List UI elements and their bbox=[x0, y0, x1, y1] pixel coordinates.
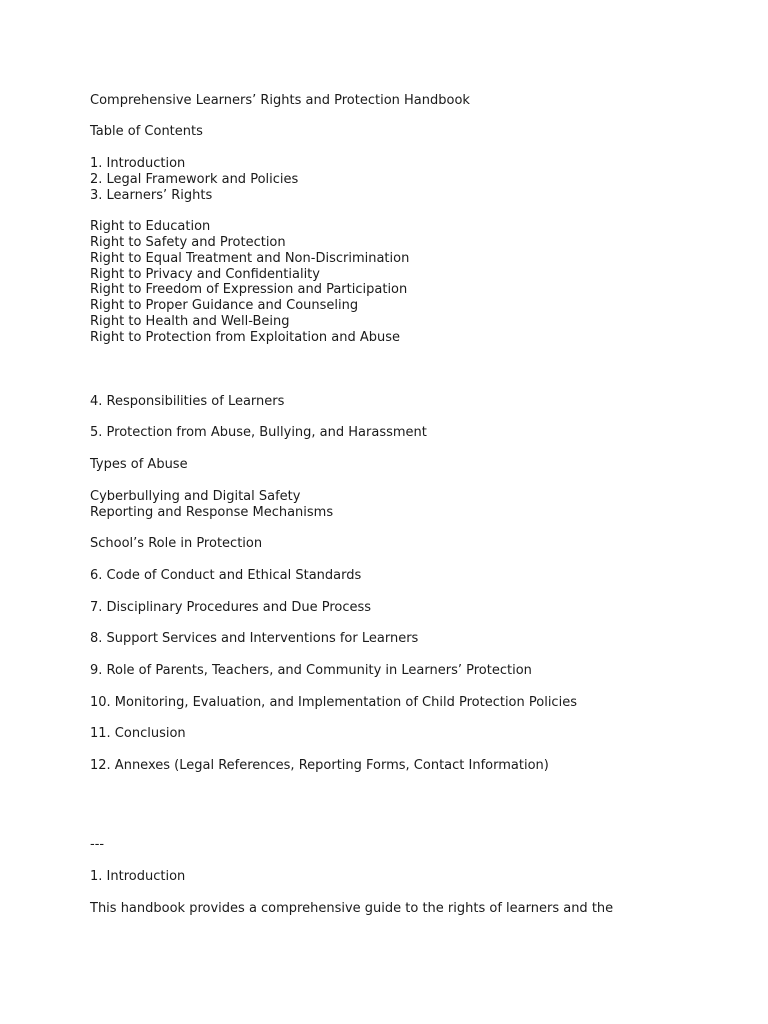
toc-item-4: 4. Responsibilities of Learners bbox=[90, 394, 285, 409]
toc-item-8: 8. Support Services and Interventions for Learners bbox=[90, 631, 419, 646]
section-1-heading: 1. Introduction bbox=[90, 869, 186, 884]
toc-abuse-subitem: Cyberbullying and Digital Safety bbox=[90, 489, 301, 504]
toc-right-item: Right to Freedom of Expression and Participation bbox=[90, 282, 408, 297]
document-title: Comprehensive Learners’ Rights and Protection Handbook bbox=[90, 93, 470, 108]
toc-item-1: 1. Introduction bbox=[90, 156, 186, 171]
toc-item-2: 2. Legal Framework and Policies bbox=[90, 172, 299, 187]
section-separator: --- bbox=[90, 837, 105, 852]
toc-item-9: 9. Role of Parents, Teachers, and Community in Learners’ Protection bbox=[90, 663, 532, 678]
toc-right-item: Right to Safety and Protection bbox=[90, 235, 286, 250]
section-1-paragraph: This handbook provides a comprehensive guide to the rights of learners and the bbox=[90, 901, 614, 916]
toc-item-7: 7. Disciplinary Procedures and Due Process bbox=[90, 600, 372, 615]
toc-right-item: Right to Health and Well-Being bbox=[90, 314, 290, 329]
toc-item-3: 3. Learners’ Rights bbox=[90, 188, 213, 203]
toc-item-10: 10. Monitoring, Evaluation, and Implementation of Child Protection Policies bbox=[90, 695, 577, 710]
toc-right-item: Right to Education bbox=[90, 219, 211, 234]
toc-abuse-subitem: Reporting and Response Mechanisms bbox=[90, 505, 334, 520]
toc-right-item: Right to Privacy and Confidentiality bbox=[90, 267, 320, 282]
toc-right-item: Right to Protection from Exploitation and Abuse bbox=[90, 330, 401, 345]
toc-item-6: 6. Code of Conduct and Ethical Standards bbox=[90, 568, 362, 583]
toc-item-5: 5. Protection from Abuse, Bullying, and Harassment bbox=[90, 425, 427, 440]
toc-heading: Table of Contents bbox=[90, 124, 203, 139]
toc-right-item: Right to Equal Treatment and Non-Discrimination bbox=[90, 251, 410, 266]
toc-schools-role: School’s Role in Protection bbox=[90, 536, 263, 551]
toc-right-item: Right to Proper Guidance and Counseling bbox=[90, 298, 359, 313]
toc-item-12: 12. Annexes (Legal References, Reporting Forms, Contact Information) bbox=[90, 758, 549, 773]
toc-item-11: 11. Conclusion bbox=[90, 726, 186, 741]
toc-abuse-subheading: Types of Abuse bbox=[90, 457, 188, 472]
